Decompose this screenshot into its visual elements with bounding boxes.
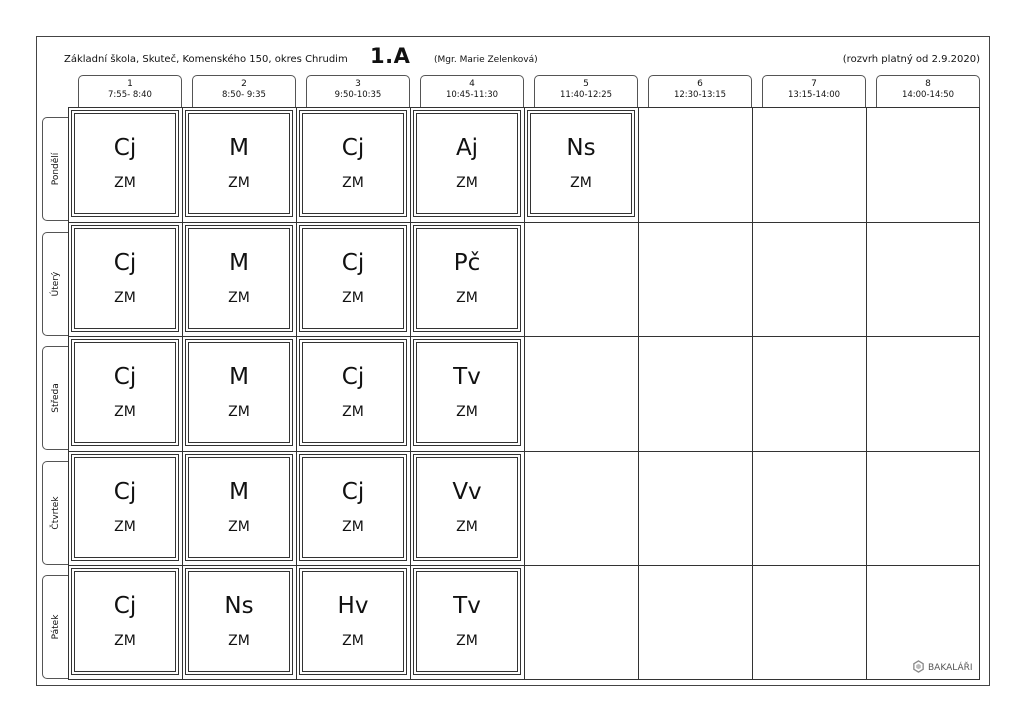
lesson-cell — [71, 339, 179, 446]
lesson-subject: M — [229, 364, 249, 391]
lesson-teacher: ZM — [228, 633, 250, 650]
lesson-teacher: ZM — [342, 518, 364, 535]
lesson-teacher: ZM — [456, 518, 478, 535]
lesson-subject: Ns — [224, 593, 254, 620]
lesson-teacher: ZM — [456, 633, 478, 650]
lesson-teacher: ZM — [342, 175, 364, 191]
lesson-teacher: ZM — [114, 404, 136, 421]
lesson-subject: Tv — [453, 593, 481, 620]
lesson-cell — [71, 568, 179, 675]
timetable-grid — [68, 107, 980, 680]
lesson-teacher: ZM — [114, 518, 136, 535]
period-header-4 — [420, 75, 524, 107]
period-time: 12:30-13:15 — [673, 90, 727, 100]
period-number: 3 — [355, 79, 361, 89]
validity-date: (rozvrh platný od 2.9.2020) — [842, 54, 980, 65]
grid-hline — [68, 565, 980, 566]
grid-hline — [68, 679, 980, 680]
grid-vline — [866, 107, 867, 680]
bakalari-logo-text: BAKALÁŘI — [928, 663, 973, 673]
bakalari-logo-icon — [912, 660, 925, 673]
lesson-cell — [185, 568, 293, 675]
period-time: 7:55- 8:40 — [108, 90, 152, 100]
lesson-teacher: ZM — [456, 404, 478, 421]
day-name: Pátek — [50, 614, 61, 640]
day-label-3 — [42, 346, 68, 450]
lesson-cell — [413, 110, 521, 217]
lesson-teacher: ZM — [342, 633, 364, 650]
lesson-subject: M — [229, 135, 249, 161]
grid-hline — [68, 222, 980, 223]
lesson-subject: Cj — [341, 135, 365, 161]
lesson-cell — [413, 568, 521, 675]
period-number: 8 — [925, 79, 931, 89]
grid-vline — [752, 107, 753, 680]
lesson-cell — [527, 110, 635, 217]
lesson-subject: Cj — [113, 593, 137, 620]
period-time: 8:50- 9:35 — [222, 90, 266, 100]
lesson-subject: Cj — [341, 249, 365, 276]
lesson-subject: Cj — [341, 364, 365, 391]
period-number: 5 — [583, 79, 589, 89]
grid-hline — [68, 107, 980, 108]
lesson-cell — [299, 339, 407, 446]
period-time: 10:45-11:30 — [445, 90, 499, 100]
lesson-teacher: ZM — [456, 289, 478, 306]
period-time: 13:15-14:00 — [787, 90, 841, 100]
school-name: Základní škola, Skuteč, Komenského 150, okres Chrudim — [64, 54, 348, 65]
lesson-teacher: ZM — [228, 518, 250, 535]
period-header-1 — [78, 75, 182, 107]
period-number: 6 — [697, 79, 703, 89]
lesson-cell — [413, 339, 521, 446]
lesson-subject: Ns — [566, 135, 596, 161]
lesson-cell — [413, 225, 521, 332]
grid-vline — [979, 107, 980, 680]
period-number: 2 — [241, 79, 247, 89]
bakalari-logo — [912, 660, 973, 673]
lesson-teacher: ZM — [456, 175, 478, 191]
lesson-teacher: ZM — [570, 175, 592, 191]
lesson-cell — [71, 225, 179, 332]
lesson-subject: Hv — [337, 593, 369, 620]
lesson-subject: Cj — [341, 478, 365, 505]
period-number: 7 — [811, 79, 817, 89]
lesson-subject: Pč — [453, 249, 481, 276]
grid-vline — [182, 107, 183, 680]
lesson-cell — [185, 110, 293, 217]
lesson-subject: Cj — [113, 249, 137, 276]
period-header-2 — [192, 75, 296, 107]
lesson-cell — [299, 225, 407, 332]
grid-vline — [410, 107, 411, 680]
lesson-teacher: ZM — [228, 289, 250, 306]
day-label-4 — [42, 461, 68, 565]
lesson-subject: M — [229, 249, 249, 276]
lesson-subject: Cj — [113, 364, 137, 391]
lesson-subject: Cj — [113, 478, 137, 505]
lesson-teacher: ZM — [228, 175, 250, 191]
class-teacher: (Mgr. Marie Zelenková) — [434, 55, 538, 65]
class-name: 1.A — [370, 44, 411, 68]
lesson-subject: Cj — [113, 135, 137, 161]
day-name: Pondělí — [50, 152, 61, 186]
lesson-subject: M — [229, 478, 249, 505]
day-name: Čtvrtek — [50, 496, 61, 530]
grid-hline — [68, 451, 980, 452]
period-header-7 — [762, 75, 866, 107]
lesson-teacher: ZM — [342, 289, 364, 306]
period-time: 11:40-12:25 — [559, 90, 613, 100]
day-name: Středa — [50, 383, 61, 413]
period-time: 9:50-10:35 — [334, 90, 382, 100]
lesson-teacher: ZM — [114, 175, 136, 191]
lesson-cell — [299, 110, 407, 217]
day-name: Úterý — [50, 271, 61, 296]
lesson-subject: Aj — [455, 135, 479, 161]
lesson-cell — [299, 454, 407, 561]
lesson-cell — [299, 568, 407, 675]
period-header-6 — [648, 75, 752, 107]
lesson-cell — [185, 339, 293, 446]
lesson-cell — [71, 110, 179, 217]
lesson-teacher: ZM — [228, 404, 250, 421]
grid-hline — [68, 336, 980, 337]
day-label-1 — [42, 117, 68, 221]
lesson-subject: Tv — [453, 364, 481, 391]
lesson-teacher: ZM — [114, 633, 136, 650]
grid-vline — [524, 107, 525, 680]
period-number: 1 — [127, 79, 133, 89]
grid-vline — [638, 107, 639, 680]
grid-vline — [296, 107, 297, 680]
lesson-cell — [185, 454, 293, 561]
grid-vline — [68, 107, 69, 680]
lesson-cell — [185, 225, 293, 332]
lesson-teacher: ZM — [342, 404, 364, 421]
day-label-5 — [42, 575, 68, 679]
period-time: 14:00-14:50 — [901, 90, 955, 100]
lesson-subject: Vv — [452, 478, 482, 505]
lesson-cell — [413, 454, 521, 561]
period-header-8 — [876, 75, 980, 107]
day-label-2 — [42, 232, 68, 336]
period-header-3 — [306, 75, 410, 107]
lesson-teacher: ZM — [114, 289, 136, 306]
period-header-5 — [534, 75, 638, 107]
lesson-cell — [71, 454, 179, 561]
period-number: 4 — [469, 79, 475, 89]
